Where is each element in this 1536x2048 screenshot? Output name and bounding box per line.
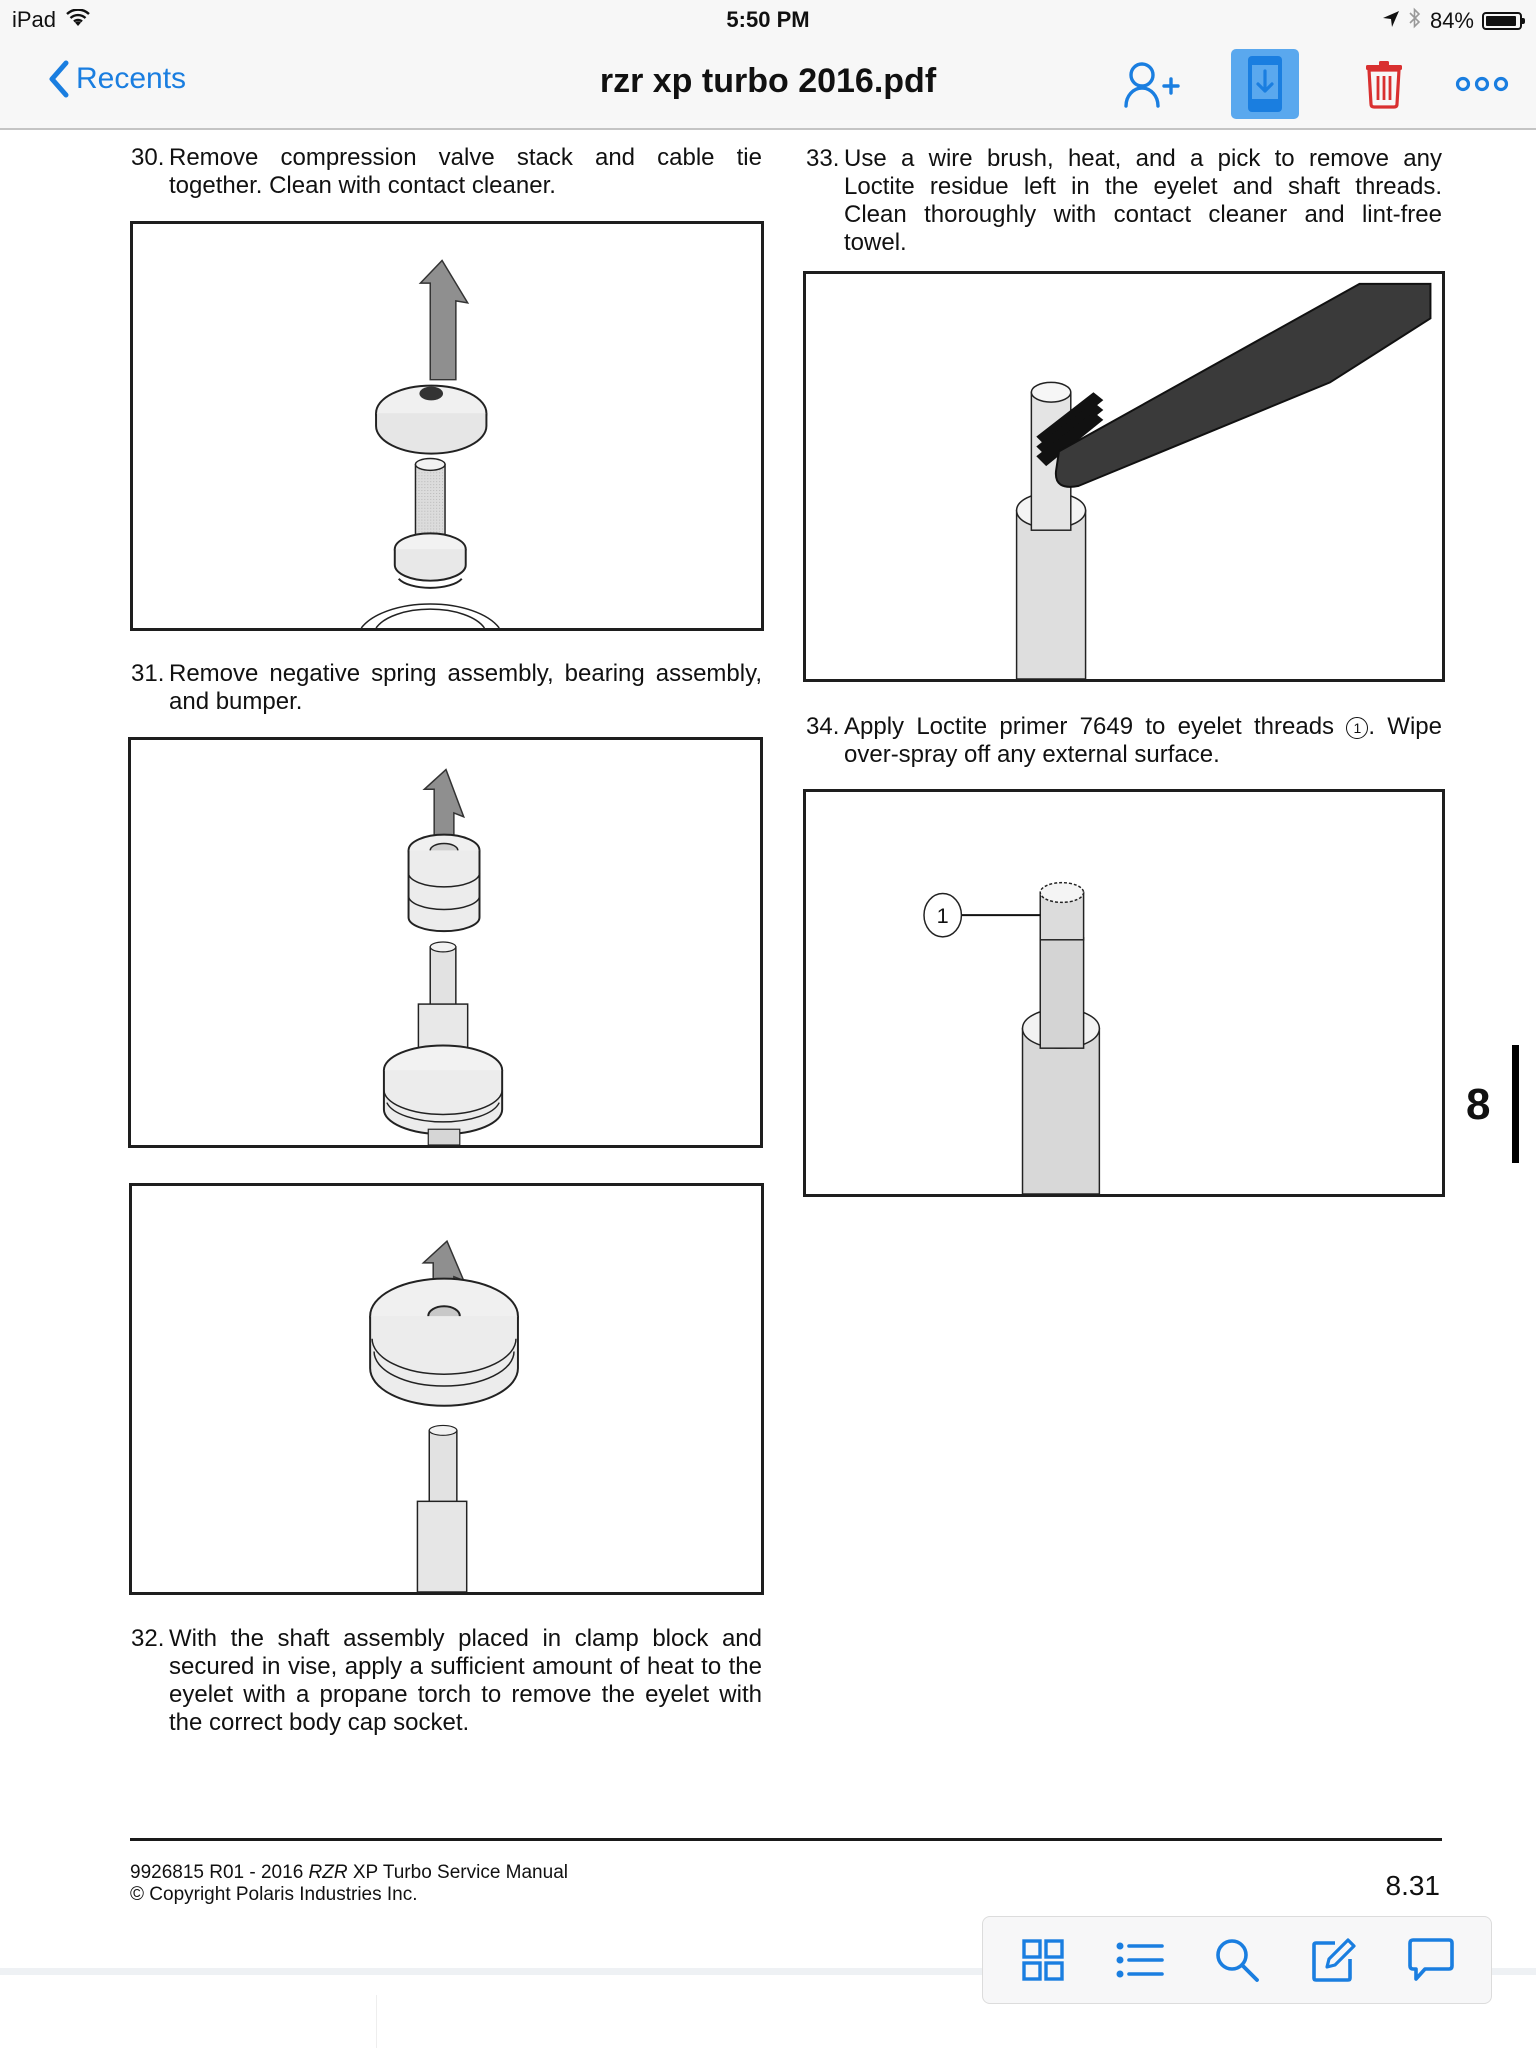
step-text: Use a wire brush, heat, and a pick to remove any Loctite residue left in the eyelet and shaft threads. Clean thoroughly with contact cleaner and lint-free towel.	[844, 145, 1442, 256]
figure-33	[803, 271, 1445, 682]
search-button[interactable]	[1207, 1930, 1267, 1990]
ellipsis-icon	[1455, 74, 1509, 94]
status-right	[1382, 7, 1522, 35]
more-button[interactable]	[1448, 49, 1516, 119]
step-34	[806, 713, 1442, 769]
battery-percent: 84%	[1429, 8, 1474, 33]
document-title: rzr xp turbo 2016.pdf	[599, 62, 937, 100]
step-30	[131, 144, 762, 200]
eyelet-threads-illustration	[806, 792, 1442, 1194]
annotate-button[interactable]	[1304, 1930, 1364, 1990]
thumbnails-button[interactable]	[1013, 1930, 1073, 1990]
location-arrow-icon	[1382, 8, 1400, 34]
device-download-icon	[1245, 54, 1285, 114]
negative-spring-illustration	[131, 740, 760, 1145]
footer-copyright: © Copyright Polaris Industries Inc.	[130, 1884, 418, 1905]
comments-button[interactable]	[1401, 1930, 1461, 1990]
status-time: 5:50 PM	[726, 7, 810, 32]
step-text: With the shaft assembly placed in clamp block and secured in vise, apply a sufficient amount of heat to the eyelet with a propane torch to remove the eyelet with the correct body cap socket.	[169, 1625, 762, 1736]
list-icon	[1116, 1942, 1164, 1978]
bluetooth-icon	[1408, 7, 1422, 35]
section-tab: 8	[1466, 1080, 1491, 1129]
section-tab-bar	[1512, 1045, 1519, 1163]
figure-31	[128, 737, 763, 1148]
outline-button[interactable]	[1110, 1930, 1170, 1990]
status-bar	[0, 0, 1536, 42]
step-text: Apply Loctite primer 7649 to eyelet threads 1 . Wipe over-spray off any external surface.	[844, 713, 1442, 768]
callout-ref: 1	[1346, 717, 1368, 739]
footer-rule	[130, 1838, 1442, 1841]
step-number: 34.	[806, 713, 840, 740]
grid-icon	[1021, 1938, 1065, 1982]
search-icon	[1214, 1937, 1260, 1983]
step-33	[806, 145, 1442, 257]
person-plus-icon	[1118, 59, 1182, 109]
step-number: 33.	[806, 145, 840, 172]
arrow-up-icon	[420, 260, 467, 379]
footer-text	[130, 1862, 568, 1906]
footer-manual-title: 9926815 R01 - 2016 RZR XP Turbo Service Manual	[130, 1862, 568, 1883]
comment-icon	[1407, 1937, 1455, 1983]
chevron-left-icon	[48, 60, 70, 98]
step-32	[131, 1625, 762, 1737]
back-label: Recents	[76, 62, 187, 95]
callout-label: 1	[936, 903, 949, 929]
figure-31-bearing	[129, 1183, 764, 1595]
brush-handle	[1056, 284, 1431, 487]
navigation-bar	[0, 42, 1536, 130]
bottom-toolbar	[982, 1916, 1492, 2004]
step-31	[131, 660, 762, 716]
step-number: 31.	[131, 660, 165, 687]
add-person-button[interactable]	[1116, 49, 1184, 119]
delete-button[interactable]	[1350, 49, 1418, 119]
bearing-assembly-illustration	[132, 1186, 761, 1592]
page-number: 8.31	[1385, 1870, 1440, 1901]
step-number: 32.	[131, 1625, 165, 1652]
wire-brush-illustration	[806, 274, 1442, 679]
valve-stack-illustration	[133, 224, 761, 628]
figure-30	[130, 221, 764, 631]
back-button[interactable]	[48, 60, 186, 98]
save-to-device-button[interactable]	[1231, 49, 1299, 119]
device-name: iPad	[12, 7, 57, 32]
trash-icon	[1364, 59, 1404, 109]
edit-icon	[1311, 1937, 1357, 1983]
step-text: Remove compression valve stack and cable tie together. Clean with contact cleaner.	[169, 144, 762, 199]
figure-34	[803, 789, 1445, 1197]
step-number: 30.	[131, 144, 165, 171]
battery-icon	[1482, 12, 1522, 30]
step-text: Remove negative spring assembly, bearing assembly, and bumper.	[169, 660, 762, 715]
